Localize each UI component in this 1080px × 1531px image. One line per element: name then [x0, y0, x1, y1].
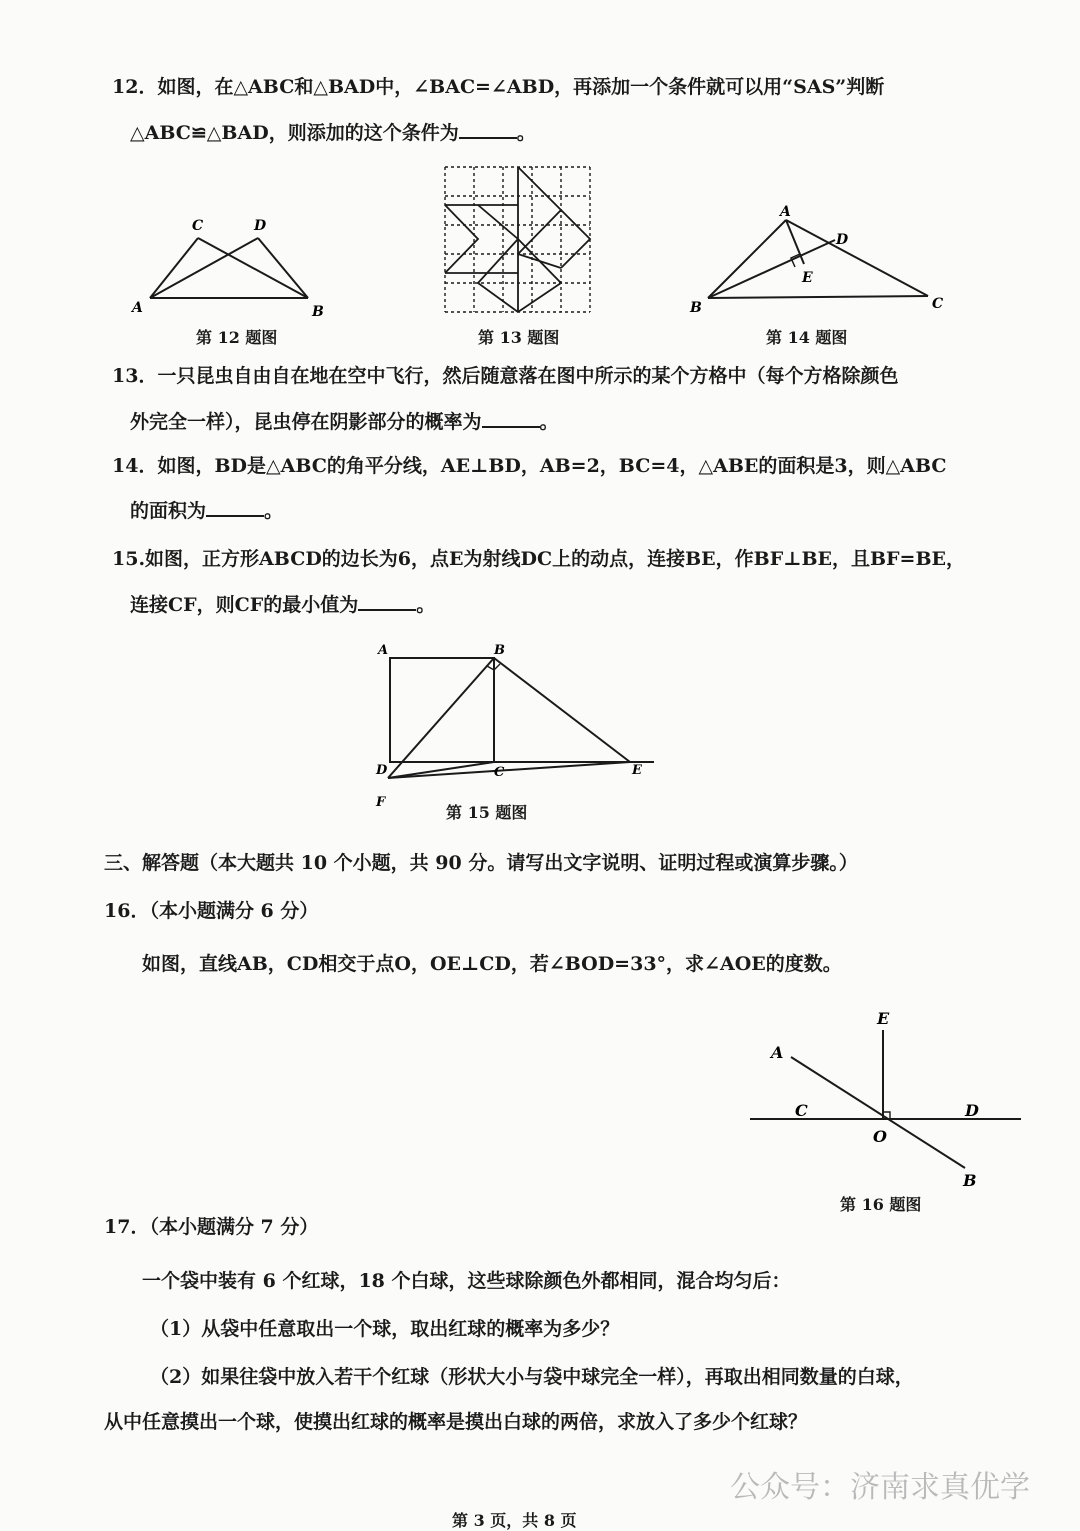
page-footer: 第 3 页，共 8 页 [452, 1511, 577, 1530]
q12-line2: △ABC≌△BAD，则添加的这个条件为 。 [130, 122, 536, 144]
figure-13 [438, 160, 598, 320]
q12-line1: 12．如图，在△ABC和△BAD中，∠BAC=∠ABD，再添加一个条件就可以用“SAS”判断 [112, 76, 885, 98]
label-d: D [836, 232, 849, 248]
section-3-heading: 三、解答题（本大题共 10 个小题，共 90 分。请写出文字说明、证明过程或演算步骤。） [104, 852, 858, 874]
fig12-caption: 第 12 题图 [196, 328, 278, 347]
q15-line1: 15.如图，正方形ABCD的边长为6，点E为射线DC上的动点，连接BE，作BF⊥BE，且BF=BE， [112, 548, 965, 570]
q13-line1: 13．一只昆虫自由自在地在空中飞行，然后随意落在图中所示的某个方格中（每个方格除颜色 [112, 365, 899, 387]
figure-16 [745, 1000, 1035, 1195]
label-c: C [494, 765, 505, 780]
label-e: E [877, 1009, 890, 1028]
q16-head: 16．（本小题满分 6 分） [104, 900, 319, 922]
q13-line2: 外完全一样），昆虫停在阴影部分的概率为 。 [130, 411, 559, 433]
q17-part2-line2: 从中任意摸出一个球，使摸出红球的概率是摸出白球的两倍，求放入了多少个红球？ [104, 1411, 808, 1433]
label-c: C [932, 296, 944, 312]
label-d: D [376, 763, 388, 778]
q14-line2: 的面积为 。 [130, 500, 284, 522]
q17-part1: （1）从袋中任意取出一个球，取出红球的概率为多少？ [150, 1318, 620, 1340]
fig14-caption: 第 14 题图 [766, 328, 848, 347]
answer-blank[interactable] [459, 123, 517, 139]
label-e: E [632, 763, 642, 778]
label-e: E [802, 270, 813, 286]
q17-head: 17．（本小题满分 7 分） [104, 1216, 319, 1238]
figure-12 [120, 210, 340, 320]
q16-body: 如图，直线AB，CD相交于点O，OE⊥CD，若∠BOD=33°，求∠AOE的度数。 [142, 953, 842, 975]
answer-blank[interactable] [482, 412, 540, 428]
label-b: B [690, 300, 702, 316]
q17-part2-line1: （2）如果往袋中放入若干个红球（形状大小与袋中球完全一样），再取出相同数量的白球， [150, 1366, 914, 1388]
q17-intro: 一个袋中装有 6 个红球，18 个白球，这些球除颜色外都相同，混合均匀后： [142, 1270, 791, 1292]
fig16-caption: 第 16 题图 [840, 1195, 922, 1214]
answer-blank[interactable] [206, 501, 264, 517]
q14-line1: 14．如图，BD是△ABC的角平分线，AE⊥BD，AB=2，BC=4，△ABE的面积是3，则△ABC [112, 455, 947, 477]
label-c: C [795, 1101, 808, 1120]
label-b: B [312, 304, 324, 320]
label-b: B [963, 1171, 977, 1190]
q15-line2: 连接CF，则CF的最小值为 。 [130, 594, 436, 616]
figure-14 [682, 200, 952, 320]
fig13-caption: 第 13 题图 [478, 328, 560, 347]
label-a: A [132, 300, 143, 316]
label-d: D [965, 1101, 979, 1120]
label-d: D [254, 218, 267, 234]
label-o: O [873, 1127, 887, 1146]
label-a: A [780, 204, 791, 220]
label-c: C [192, 218, 204, 234]
label-f: F [376, 795, 386, 810]
figure-15 [368, 640, 668, 810]
watermark: 公众号：济南求真优学 [730, 1470, 1030, 1505]
label-a: A [771, 1043, 784, 1062]
label-a: A [378, 643, 389, 658]
label-b: B [494, 643, 505, 658]
fig15-caption: 第 15 题图 [446, 803, 528, 822]
answer-blank[interactable] [358, 595, 416, 611]
